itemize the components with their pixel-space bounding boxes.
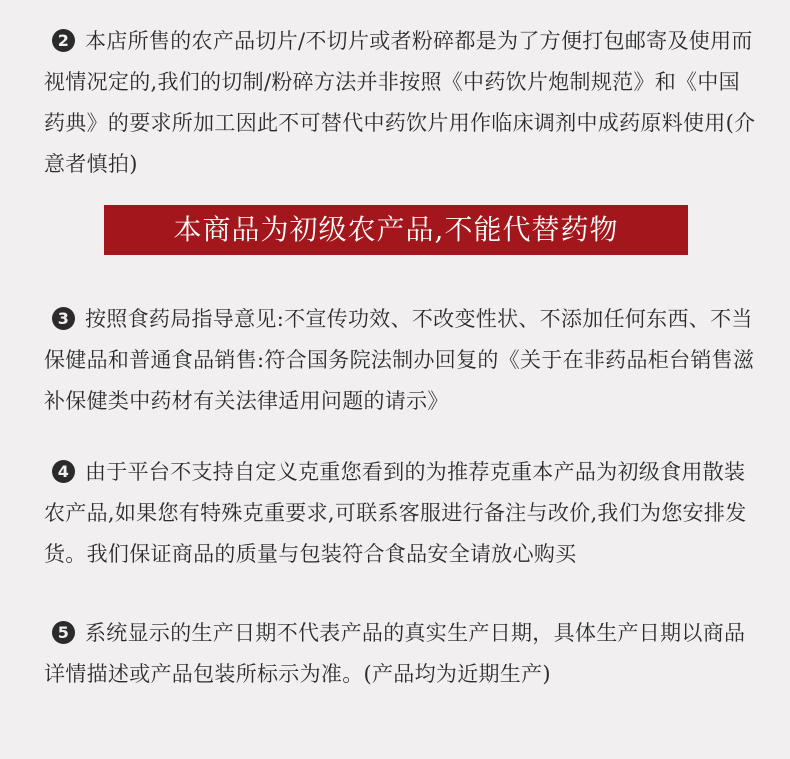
notice-number-badge: 5 <box>52 621 75 644</box>
notice-text: 本店所售的农产品切片/不切片或者粉碎都是为了方便打包邮寄及使用而视情况定的,我们的切制/粉碎方法并非按照《中药饮片炮制规范》和《中国药典》的要求所加工因此不可替代中药饮片用作临床调剂中成药原料使用(介意者慎拍) <box>44 29 756 176</box>
notice-text: 按照食药局指导意见:不宣传功效、不改变性状、不添加任何东西、不当保健品和普通食品销售:符合国务院法制办回复的《关于在非药品柜台销售滋补保健类中药材有关法律适用问题的请示》 <box>44 307 755 413</box>
notice-4 <box>44 452 756 575</box>
notice-5 <box>44 613 756 695</box>
notice-number-badge: 2 <box>52 29 75 52</box>
notice-2 <box>44 21 756 185</box>
notice-text: 由于平台不支持自定义克重您看到的为推荐克重本产品为初级食用散装农产品,如果您有特殊克重要求,可联系客服进行备注与改价,我们为您安排发货。我们保证商品的质量与包装符合食品安全请放心购买 <box>44 460 747 566</box>
notice-text: 系统显示的生产日期不代表产品的真实生产日期，具体生产日期以商品详情描述或产品包装所标示为准。(产品均为近期生产) <box>44 621 746 686</box>
notice-number-badge: 3 <box>52 307 75 330</box>
warning-banner: 本商品为初级农产品,不能代替药物 <box>104 205 688 255</box>
notice-number-badge: 4 <box>52 460 75 483</box>
notice-3 <box>44 299 756 422</box>
